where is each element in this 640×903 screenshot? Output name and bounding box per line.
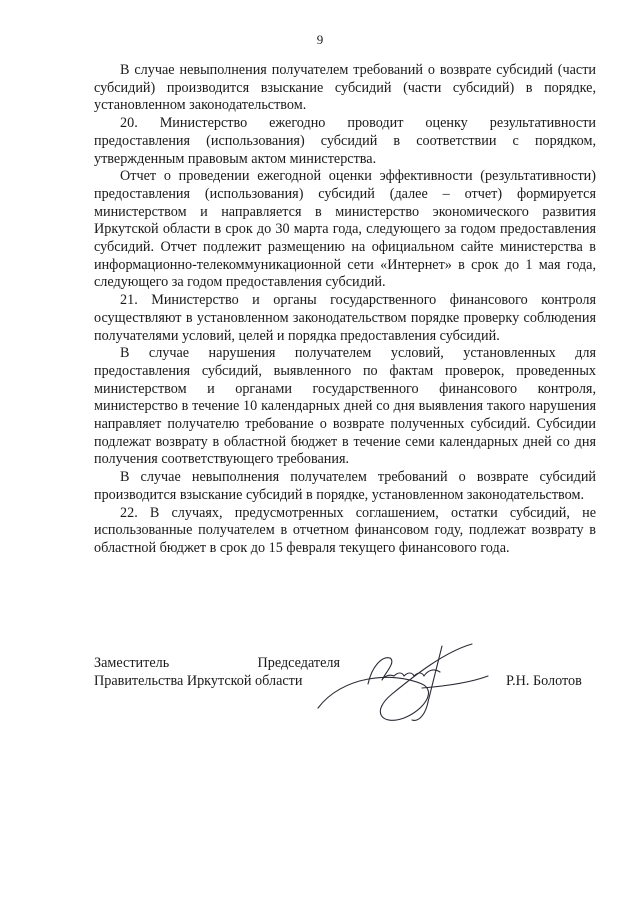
paragraph: В случае невыполнения получателем требований о возврате субсидий (части субсидий) производится взыскание субсидий (части субсидий) в порядке, установленном законодательством.	[94, 62, 596, 114]
paragraph: 21. Министерство и органы государственного финансового контроля осуществляют в установленном законодательством порядке проверку соблюдения получателями условий, целей и порядка предоставления субсидий.	[94, 292, 596, 344]
signatory-position-word: Заместитель	[94, 655, 170, 671]
paragraph: В случае невыполнения получателем требований о возврате субсидий производится взыскание субсидий в порядке, установленном законодательством.	[94, 469, 596, 503]
paragraph: В случае нарушения получателем условий, установленных для предоставления субсидий, выявленного по фактам проверок, проведенных министерством и органами государственного финансового контроля, министерство в течение 10 календарных дней со дня выявления такого нарушения направляет получателю требование о возврате полученных субсидий. Субсидии подлежат возврату в областной бюджет в течение семи календарных дней со дня получения соответствующего требования.	[94, 345, 596, 468]
document-body	[94, 62, 596, 558]
handwritten-signature	[312, 636, 492, 726]
paragraph: 20. Министерство ежегодно проводит оценку результативности предоставления (использования) субсидий в соответствии с порядком, утвержденным правовым актом министерства.	[94, 115, 596, 167]
signatory-position-line2: Правительства Иркутской области	[94, 673, 303, 689]
signatory-position	[94, 654, 340, 690]
page-number: 9	[316, 32, 324, 47]
paragraph: 22. В случаях, предусмотренных соглашением, остатки субсидий, не использованные получателем в отчетном финансовом году, подлежат возврату в областной бюджет в срок до 15 февраля текущего финансового года.	[94, 504, 596, 556]
paragraph: Отчет о проведении ежегодной оценки эффективности (результативности) предоставления (использования) субсидий (далее – отчет) формируется министерством и направляется в министерство экономического развития Иркутской области в срок до 30 марта года, следующего за годом предоставления субсидий. Отчет подлежит размещению на официальном сайте министерства в информационно-телекоммуникационной сети «Интернет» в срок до 1 мая года, следующего за годом предоставления субсидий.	[94, 168, 596, 291]
signatory-position-line1	[94, 654, 340, 672]
signatory-position-word: Председателя	[257, 655, 340, 671]
signatory-name: Р.Н. Болотов	[506, 673, 582, 689]
